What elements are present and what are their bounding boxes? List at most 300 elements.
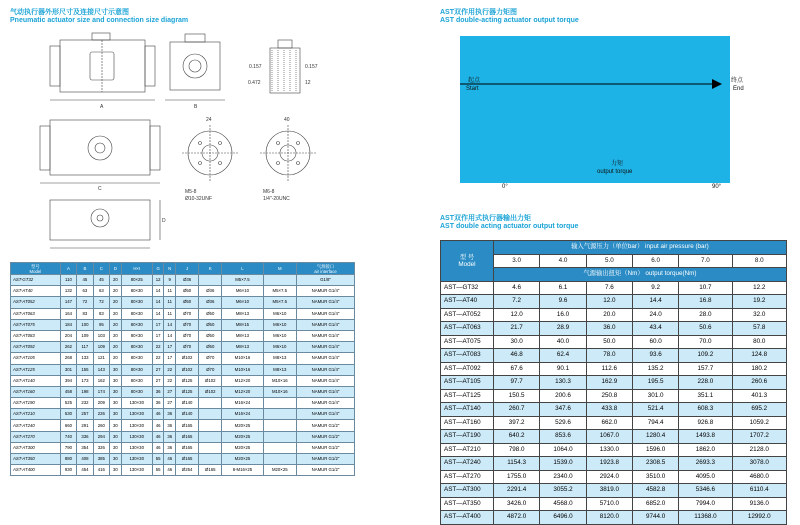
dimension-cell: M20×25: [222, 454, 263, 465]
pressure-header: 输入气源压力（单位bar） input air pressure (bar): [494, 241, 787, 255]
dim-label-c: C: [98, 186, 102, 192]
torque-table-row: [441, 295, 787, 309]
dimension-cell: Ø70: [199, 364, 222, 375]
dimension-cell: 17: [164, 353, 176, 364]
torque-cell: 228.0: [679, 376, 732, 390]
torque-chart-title-en: AST double-acting actuator output torque: [440, 17, 579, 24]
dimension-cell: 36: [152, 398, 164, 409]
dim-label-d2: 0.157: [305, 64, 318, 70]
dimension-cell: 11: [164, 297, 176, 308]
torque-cell: 40.0: [540, 335, 586, 349]
torque-cell: 67.6: [494, 362, 540, 376]
dim-label-d6: 1/4"-20UNC: [263, 196, 290, 202]
angle-end-label: 90°: [712, 184, 722, 190]
torque-cell: 1493.8: [679, 430, 732, 444]
torque-cell: 640.2: [494, 430, 540, 444]
dimension-table-row: [11, 297, 355, 308]
dimension-table-row: [11, 308, 355, 319]
model-cell: AST-AT240: [11, 420, 61, 431]
dimension-cell: M20×25: [222, 420, 263, 431]
dimension-cell: [199, 275, 222, 286]
torque-cell: 3819.0: [586, 484, 632, 498]
torque-cell: 4.6: [494, 281, 540, 295]
actuator-dimension-drawing: [10, 28, 340, 256]
torque-cell: 21.7: [494, 322, 540, 336]
dimension-cell: 14: [164, 330, 176, 341]
dimension-col-header: N: [164, 263, 176, 275]
torque-cell: 2693.3: [679, 457, 732, 471]
model-cell: AST-AT105: [11, 353, 61, 364]
dimension-col-header: K: [199, 263, 222, 275]
torque-cell: 36.0: [586, 322, 632, 336]
dimension-cell: 30: [110, 386, 122, 397]
dimension-cell: M10×16: [222, 353, 263, 364]
dimension-cell: 291: [77, 420, 93, 431]
model-cell: AST-GT32: [11, 275, 61, 286]
torque-table-row: [441, 484, 787, 498]
dimension-cell: 14: [164, 319, 176, 330]
dimension-cell: [263, 398, 297, 409]
torque-table-row: [441, 335, 787, 349]
torque-table-row: [441, 389, 787, 403]
dimension-cell: NAMUR G1/4": [297, 330, 355, 341]
dimension-cell: Ø70: [176, 308, 199, 319]
torque-table-row: [441, 416, 787, 430]
torque-cell: 1064.0: [540, 443, 586, 457]
torque-table-row: [441, 281, 787, 295]
diagram-title-cn: 气动执行器外形尺寸及连接尺寸示意图: [10, 9, 129, 16]
model-cell: AST—GT32: [441, 281, 494, 295]
dimension-cell: 30: [110, 409, 122, 420]
dimension-cell: M12×20: [222, 386, 263, 397]
torque-table-row: [441, 457, 787, 471]
torque-cell: 1067.0: [586, 430, 632, 444]
torque-cell: 2924.0: [586, 470, 632, 484]
dimension-cell: Ø165: [176, 420, 199, 431]
dimension-cell: 30: [110, 364, 122, 375]
dimension-cell: M6×10: [263, 330, 297, 341]
dimension-cell: Ø165: [199, 465, 222, 476]
model-cell: AST—AT105: [441, 376, 494, 390]
dimension-cell: NAMUR G1/4": [297, 364, 355, 375]
dimension-cell: Ø102: [199, 375, 222, 386]
torque-table-row: [441, 470, 787, 484]
dimension-cell: 294: [93, 431, 109, 442]
dimension-cell: M16×24: [222, 409, 263, 420]
pressure-value-header: 3.0: [494, 254, 540, 268]
torque-cell: 180.2: [732, 362, 786, 376]
torque-cell: 12.0: [494, 308, 540, 322]
torque-cell: 43.4: [632, 322, 678, 336]
dimension-cell: 95: [93, 319, 109, 330]
dimension-cell: Ø102: [199, 386, 222, 397]
pressure-value-header: 8.0: [732, 254, 786, 268]
dimension-cell: NAMUR G1/4": [297, 342, 355, 353]
torque-cell: 1923.8: [586, 457, 632, 471]
torque-cell: 6.1: [540, 281, 586, 295]
dimension-cell: NAMUR G1/4": [297, 308, 355, 319]
torque-cell: 1280.4: [632, 430, 678, 444]
torque-cell: 8120.0: [586, 511, 632, 525]
dimension-cell: [263, 275, 297, 286]
dimension-cell: 130×30: [121, 431, 152, 442]
torque-cell: 50.0: [586, 335, 632, 349]
dimension-cell: 20: [110, 275, 122, 286]
dimension-cell: 268: [60, 353, 76, 364]
model-cell: AST—AT190: [441, 430, 494, 444]
torque-table: [440, 240, 787, 525]
dimension-cell: M6×10: [222, 286, 263, 297]
dimension-cell: Ø102: [176, 364, 199, 375]
dim-label-d: D: [162, 218, 166, 224]
model-cell: AST—AT300: [441, 484, 494, 498]
torque-cell: 3426.0: [494, 497, 540, 511]
dimension-cell: Ø125: [176, 386, 199, 397]
dimension-cell: Ø102: [176, 353, 199, 364]
dimension-cell: M8×13: [263, 364, 297, 375]
torque-cell: 1596.0: [632, 443, 678, 457]
dimension-cell: M20×25: [222, 442, 263, 453]
dimension-cell: 22: [164, 375, 176, 386]
model-cell: AST-AT400: [11, 465, 61, 476]
torque-cell: 130.3: [540, 376, 586, 390]
dimension-cell: [263, 442, 297, 453]
dimension-table-row: [11, 442, 355, 453]
dim-label-b: B: [194, 104, 198, 110]
dimension-table-row: [11, 319, 355, 330]
torque-cell: 9.2: [632, 281, 678, 295]
dimension-cell: 30: [110, 442, 122, 453]
dimension-cell: [199, 442, 222, 453]
dimension-cell: M5×7.5: [263, 286, 297, 297]
dimension-cell: 660: [60, 420, 76, 431]
torque-cell: 32.0: [732, 308, 786, 322]
torque-cell: 7.2: [494, 295, 540, 309]
dimension-cell: 109: [77, 330, 93, 341]
torque-cell: 6110.4: [732, 484, 786, 498]
pressure-value-header: 5.0: [586, 254, 632, 268]
dimension-cell: NAMUR G1/4": [297, 319, 355, 330]
dimension-cell: M10×16: [222, 364, 263, 375]
torque-cell: 695.2: [732, 403, 786, 417]
dimension-cell: 46: [152, 420, 164, 431]
torque-table-row: [441, 430, 787, 444]
dimension-cell: 262: [60, 342, 76, 353]
dim-label-d7: 24: [206, 117, 212, 123]
dimension-cell: Ø165: [176, 454, 199, 465]
dimension-col-header: D: [110, 263, 122, 275]
dimension-cell: 30: [110, 465, 122, 476]
torque-cell: 521.4: [632, 403, 678, 417]
pressure-value-header: 7.0: [679, 254, 732, 268]
dimension-cell: 11: [164, 286, 176, 297]
torque-cell: 70.0: [679, 335, 732, 349]
dimension-cell: 30: [110, 454, 122, 465]
dimension-cell: 14: [152, 286, 164, 297]
dimension-cell: 204: [60, 330, 76, 341]
dim-label-d1: 0.157: [249, 64, 262, 70]
dim-label-a: A: [100, 104, 104, 110]
dimension-cell: 130×30: [121, 420, 152, 431]
model-cell: AST—AT210: [441, 443, 494, 457]
model-cell: AST-AT300: [11, 442, 61, 453]
torque-cell: 7.6: [586, 281, 632, 295]
dimension-cell: 17: [152, 330, 164, 341]
torque-cell: 4680.0: [732, 470, 786, 484]
torque-cell: 12992.0: [732, 511, 786, 525]
dimension-col-header: 型号 Model: [11, 263, 61, 275]
dimension-cell: 30: [110, 431, 122, 442]
dimension-cell: 394: [60, 375, 76, 386]
dimension-cell: 80×30: [121, 308, 152, 319]
actuator-side-view: [170, 42, 220, 90]
dimension-cell: NAMUR G1/4": [297, 409, 355, 420]
dimension-cell: Ø140: [176, 398, 199, 409]
torque-cell: 195.5: [632, 376, 678, 390]
dimension-cell: 260: [93, 420, 109, 431]
dimension-cell: 80×30: [121, 364, 152, 375]
dimension-cell: 162: [93, 375, 109, 386]
dimension-cell: 22: [164, 364, 176, 375]
model-header: 型 号 Model: [441, 241, 494, 282]
torque-cell: 351.1: [679, 389, 732, 403]
torque-cell: 1707.2: [732, 430, 786, 444]
dimension-col-header: A: [60, 263, 76, 275]
dimension-cell: 130×30: [121, 465, 152, 476]
torque-cell: 30.0: [494, 335, 540, 349]
dimension-cell: 301: [60, 364, 76, 375]
dimension-cell: [199, 409, 222, 420]
dimension-cell: 198: [77, 386, 93, 397]
pressure-value-header: 6.0: [632, 254, 678, 268]
dimension-cell: 36: [164, 420, 176, 431]
torque-cell: 529.6: [540, 416, 586, 430]
dimension-cell: 63: [77, 286, 93, 297]
torque-header: 气源输出扭矩（Nm） output torque(Nm): [494, 268, 787, 282]
dimension-table-header: [11, 263, 355, 275]
torque-cell: 3055.2: [540, 484, 586, 498]
dimension-cell: 22: [152, 353, 164, 364]
model-cell: AST—AT400: [441, 511, 494, 525]
dimension-cell: Ø36: [199, 286, 222, 297]
dimension-cell: Ø50: [199, 308, 222, 319]
dimension-cell: 354: [77, 442, 93, 453]
dimension-cell: 20: [110, 308, 122, 319]
dimension-cell: 8-M16×25: [222, 465, 263, 476]
dim-label-d4: 12: [305, 80, 311, 86]
torque-cell: 28.9: [540, 322, 586, 336]
dimension-cell: 740: [60, 431, 76, 442]
torque-table-row: [441, 308, 787, 322]
dimension-cell: 20: [110, 330, 122, 341]
dimension-cell: M8×13: [222, 342, 263, 353]
torque-cell: 157.7: [679, 362, 732, 376]
dimension-cell: 9: [164, 275, 176, 286]
torque-cell: 150.5: [494, 389, 540, 403]
dimension-cell: [263, 431, 297, 442]
model-cell: AST—AT160: [441, 416, 494, 430]
torque-cell: 109.2: [679, 349, 732, 363]
torque-cell: 5346.6: [679, 484, 732, 498]
dimension-table-row: [11, 454, 355, 465]
dimension-cell: 530: [60, 409, 76, 420]
dimension-cell: 20: [110, 342, 122, 353]
dimension-cell: 121: [93, 353, 109, 364]
dimension-cell: M6×10: [263, 319, 297, 330]
dimension-table-row: [11, 275, 355, 286]
dim-label-d3: 0.472: [248, 80, 261, 86]
torque-cell: 1862.0: [679, 443, 732, 457]
torque-cell: 4872.0: [494, 511, 540, 525]
dimension-cell: Ø50: [199, 330, 222, 341]
dimension-cell: Ø125: [176, 375, 199, 386]
torque-table-row: [441, 349, 787, 363]
torque-table-row: [441, 376, 787, 390]
start-label-cn: 起点: [468, 78, 481, 84]
torque-cell: 2128.0: [732, 443, 786, 457]
model-cell: AST—AT240: [441, 457, 494, 471]
dimension-cell: 80×30: [121, 297, 152, 308]
torque-cell: 28.0: [679, 308, 732, 322]
dimension-cell: 930: [60, 465, 76, 476]
dimension-cell: 17: [164, 342, 176, 353]
torque-cell: 16.0: [540, 308, 586, 322]
dimension-cell: M16×24: [222, 398, 263, 409]
torque-cell: 20.0: [586, 308, 632, 322]
torque-cell: 9744.0: [632, 511, 678, 525]
dimension-cell: 22: [152, 342, 164, 353]
torque-cell: 57.8: [732, 322, 786, 336]
torque-cell: 46.8: [494, 349, 540, 363]
dimension-cell: Ø36: [176, 275, 199, 286]
torque-cell: 80.0: [732, 335, 786, 349]
torque-cell: 5710.0: [586, 497, 632, 511]
model-cell: AST—AT350: [441, 497, 494, 511]
dimension-cell: 109: [93, 342, 109, 353]
dimension-cell: 80×30: [121, 375, 152, 386]
dimension-table-row: [11, 465, 355, 476]
torque-cell: 662.0: [586, 416, 632, 430]
dimension-cell: Ø36: [199, 297, 222, 308]
dimension-cell: 30: [110, 398, 122, 409]
dimension-cell: 36: [164, 442, 176, 453]
dimension-cell: G1/8": [297, 275, 355, 286]
dimension-cell: 20: [110, 297, 122, 308]
torque-cell: 97.7: [494, 376, 540, 390]
torque-cell: 2340.0: [540, 470, 586, 484]
dimension-cell: 45: [93, 275, 109, 286]
torque-table-body: [441, 281, 787, 524]
torque-chart-title-cn: AST双作用执行器力矩图: [440, 9, 517, 16]
torque-cell: 4582.8: [632, 484, 678, 498]
model-cell: AST-AT270: [11, 431, 61, 442]
model-cell: AST-AT052: [11, 297, 61, 308]
dimension-cell: NAMUR G1/4": [297, 297, 355, 308]
model-cell: AST—AT092: [441, 362, 494, 376]
dimension-cell: M10×16: [263, 375, 297, 386]
dimension-cell: 20: [110, 286, 122, 297]
model-cell: AST—AT083: [441, 349, 494, 363]
dimension-table-row: [11, 375, 355, 386]
dimension-cell: 164: [60, 308, 76, 319]
dimension-cell: 12: [152, 275, 164, 286]
torque-table-row: [441, 443, 787, 457]
dimension-cell: 46: [152, 431, 164, 442]
dimension-table-row: [11, 386, 355, 397]
model-cell: AST-AT083: [11, 330, 61, 341]
dimension-cell: 173: [77, 375, 93, 386]
dimension-cell: 45: [77, 275, 93, 286]
torque-cell: 10.7: [679, 281, 732, 295]
torque-cell: 1539.0: [540, 457, 586, 471]
torque-cell: 3510.0: [632, 470, 678, 484]
dimension-cell: Ø70: [176, 330, 199, 341]
dimension-cell: 27: [164, 398, 176, 409]
torque-cell: 608.3: [679, 403, 732, 417]
torque-label-cn: 力矩: [611, 161, 624, 167]
torque-cell: 90.1: [540, 362, 586, 376]
dimension-cell: 14: [152, 297, 164, 308]
dimension-cell: M6×10: [222, 297, 263, 308]
dimension-cell: [263, 409, 297, 420]
torque-cell: 124.8: [732, 349, 786, 363]
angle-start-label: 0°: [502, 184, 508, 190]
dimension-cell: 80×30: [121, 386, 152, 397]
dimension-cell: 55: [152, 465, 164, 476]
dimension-cell: M5×7.5: [222, 275, 263, 286]
dimension-cell: NAMUR G1/2": [297, 420, 355, 431]
dimension-cell: 27: [164, 386, 176, 397]
pressure-value-header: 4.0: [540, 254, 586, 268]
dimension-cell: 326: [93, 442, 109, 453]
dimension-cell: 46: [164, 465, 176, 476]
dimension-cell: 130×30: [121, 398, 152, 409]
torque-table-title-en: AST double acting actuator output torque: [440, 223, 579, 230]
dimension-cell: NAMUR G1/4": [297, 398, 355, 409]
torque-label-en: output torque: [597, 169, 633, 175]
dimension-col-header: C: [93, 263, 109, 275]
dimension-cell: 80×30: [121, 342, 152, 353]
dimension-cell: 55: [152, 454, 164, 465]
dimension-cell: 30: [110, 375, 122, 386]
end-label-en: End: [733, 86, 744, 92]
torque-cell: 433.8: [586, 403, 632, 417]
dim-label-d8: 40: [284, 117, 290, 123]
dimension-table-row: [11, 342, 355, 353]
torque-cell: 798.0: [494, 443, 540, 457]
dimension-cell: 184: [60, 319, 76, 330]
actuator-front-view: [60, 40, 145, 92]
torque-cell: 1755.0: [494, 470, 540, 484]
dimension-table-body: [11, 275, 355, 476]
dimension-cell: 130×30: [121, 454, 152, 465]
torque-cell: 112.6: [586, 362, 632, 376]
dimension-cell: 27: [152, 364, 164, 375]
actuator-bottom-view: [50, 200, 150, 240]
diagram-title-en: Pneumatic actuator size and connection size diagram: [10, 17, 189, 24]
torque-cell: 397.2: [494, 416, 540, 430]
model-cell: AST—AT125: [441, 389, 494, 403]
model-cell: AST—AT075: [441, 335, 494, 349]
dimension-cell: 83: [93, 308, 109, 319]
dimension-cell: 14: [152, 308, 164, 319]
torque-table-row: [441, 511, 787, 525]
torque-table-row: [441, 497, 787, 511]
torque-cell: 12.2: [732, 281, 786, 295]
torque-cell: 1154.3: [494, 457, 540, 471]
dimension-cell: 232: [77, 398, 93, 409]
dimension-cell: 130×30: [121, 409, 152, 420]
